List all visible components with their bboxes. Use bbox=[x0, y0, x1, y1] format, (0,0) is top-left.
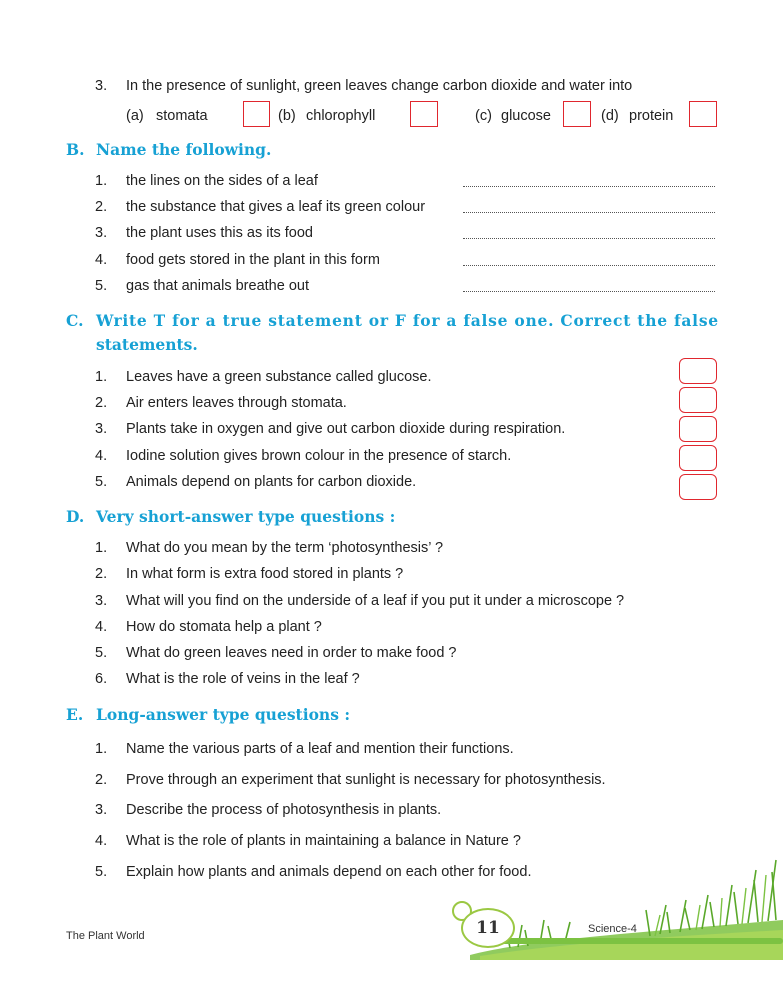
answer-line[interactable] bbox=[463, 279, 715, 292]
list-number: 4. bbox=[95, 252, 108, 268]
list-number: 3. bbox=[95, 421, 108, 437]
list-number: 4. bbox=[95, 448, 108, 464]
option-d-label: (d) bbox=[601, 108, 619, 124]
list-number: 4. bbox=[95, 619, 108, 635]
list-item: In what form is extra food stored in plants ? bbox=[126, 566, 404, 582]
section-letter: E. bbox=[66, 705, 84, 724]
list-item: Iodine solution gives brown colour in the presence of starch. bbox=[126, 448, 512, 464]
list-number: 3. bbox=[95, 802, 108, 818]
answer-line[interactable] bbox=[463, 226, 715, 239]
option-a-label: (a) bbox=[126, 108, 144, 124]
list-item: the plant uses this as its food bbox=[126, 225, 313, 241]
section-title: Write T for a true statement or F for a false one. Correct the false bbox=[96, 311, 719, 330]
list-item: gas that animals breathe out bbox=[126, 278, 309, 294]
list-item: Prove through an experiment that sunlight is necessary for photosynthesis. bbox=[126, 772, 606, 788]
option-c-label: (c) bbox=[475, 108, 492, 124]
option-b-label: (b) bbox=[278, 108, 296, 124]
section-c-heading-line2: statements. bbox=[96, 335, 198, 354]
list-number: 1. bbox=[95, 173, 108, 189]
list-number: 2. bbox=[95, 199, 108, 215]
list-item: Describe the process of photosynthesis in plants. bbox=[126, 802, 442, 818]
section-b-heading bbox=[66, 138, 271, 162]
section-letter: B. bbox=[66, 140, 85, 159]
list-item: How do stomata help a plant ? bbox=[126, 619, 322, 635]
list-number: 5. bbox=[95, 474, 108, 490]
list-item: What do green leaves need in order to make food ? bbox=[126, 645, 457, 661]
list-number: 3. bbox=[95, 593, 108, 609]
list-number: 2. bbox=[95, 566, 108, 582]
list-item: the substance that gives a leaf its green colour bbox=[126, 199, 426, 215]
section-letter: D. bbox=[66, 507, 85, 526]
list-number: 2. bbox=[95, 772, 108, 788]
section-e-heading bbox=[66, 703, 350, 727]
list-item: What will you find on the underside of a leaf if you put it under a microscope ? bbox=[126, 593, 625, 609]
option-a-text: stomata bbox=[156, 108, 208, 124]
section-c-heading bbox=[66, 309, 719, 333]
list-item: Leaves have a green substance called glucose. bbox=[126, 369, 432, 385]
list-item: food gets stored in the plant in this form bbox=[126, 252, 380, 268]
chapter-name: The Plant World bbox=[66, 930, 145, 942]
answer-line[interactable] bbox=[463, 200, 715, 213]
list-number: 2. bbox=[95, 395, 108, 411]
list-number: 5. bbox=[95, 645, 108, 661]
page-number: 11 bbox=[461, 908, 515, 948]
section-letter: C. bbox=[66, 311, 84, 330]
list-number: 6. bbox=[95, 671, 108, 687]
true-false-box[interactable] bbox=[679, 445, 717, 471]
true-false-box[interactable] bbox=[679, 416, 717, 442]
list-item: Plants take in oxygen and give out carbon dioxide during respiration. bbox=[126, 421, 566, 437]
list-item: the lines on the sides of a leaf bbox=[126, 173, 318, 189]
list-number: 3. bbox=[95, 225, 108, 241]
list-number: 5. bbox=[95, 278, 108, 294]
list-number: 1. bbox=[95, 540, 108, 556]
list-number: 1. bbox=[95, 741, 108, 757]
list-item: Explain how plants and animals depend on each other for food. bbox=[126, 864, 532, 880]
list-item: What is the role of veins in the leaf ? bbox=[126, 671, 360, 687]
list-item: Air enters leaves through stomata. bbox=[126, 395, 347, 411]
list-item: What is the role of plants in maintaining a balance in Nature ? bbox=[126, 833, 521, 849]
list-number: 5. bbox=[95, 864, 108, 880]
option-b-text: chlorophyll bbox=[306, 108, 376, 124]
section-title: Very short-answer type questions : bbox=[96, 507, 396, 526]
book-title: Science-4 bbox=[588, 923, 637, 935]
list-item: What do you mean by the term ‘photosynthesis’ ? bbox=[126, 540, 444, 556]
option-a-answer-box[interactable] bbox=[243, 101, 270, 127]
list-number: 1. bbox=[95, 369, 108, 385]
question-text: In the presence of sunlight, green leaves change carbon dioxide and water into bbox=[126, 78, 633, 94]
list-number: 4. bbox=[95, 833, 108, 849]
option-b-answer-box[interactable] bbox=[410, 101, 438, 127]
option-d-text: protein bbox=[629, 108, 674, 124]
footer-swoosh bbox=[470, 938, 783, 944]
option-d-answer-box[interactable] bbox=[689, 101, 717, 127]
answer-line[interactable] bbox=[463, 174, 715, 187]
true-false-box[interactable] bbox=[679, 358, 717, 384]
section-title: Long-answer type questions : bbox=[96, 705, 351, 724]
true-false-box[interactable] bbox=[679, 474, 717, 500]
true-false-box[interactable] bbox=[679, 387, 717, 413]
option-c-answer-box[interactable] bbox=[563, 101, 591, 127]
section-d-heading bbox=[66, 505, 395, 529]
question-number: 3. bbox=[95, 78, 108, 94]
option-c-text: glucose bbox=[501, 108, 551, 124]
list-item: Animals depend on plants for carbon dioxide. bbox=[126, 474, 417, 490]
section-title: Name the following. bbox=[96, 140, 272, 159]
answer-line[interactable] bbox=[463, 253, 715, 266]
list-item: Name the various parts of a leaf and mention their functions. bbox=[126, 741, 514, 757]
